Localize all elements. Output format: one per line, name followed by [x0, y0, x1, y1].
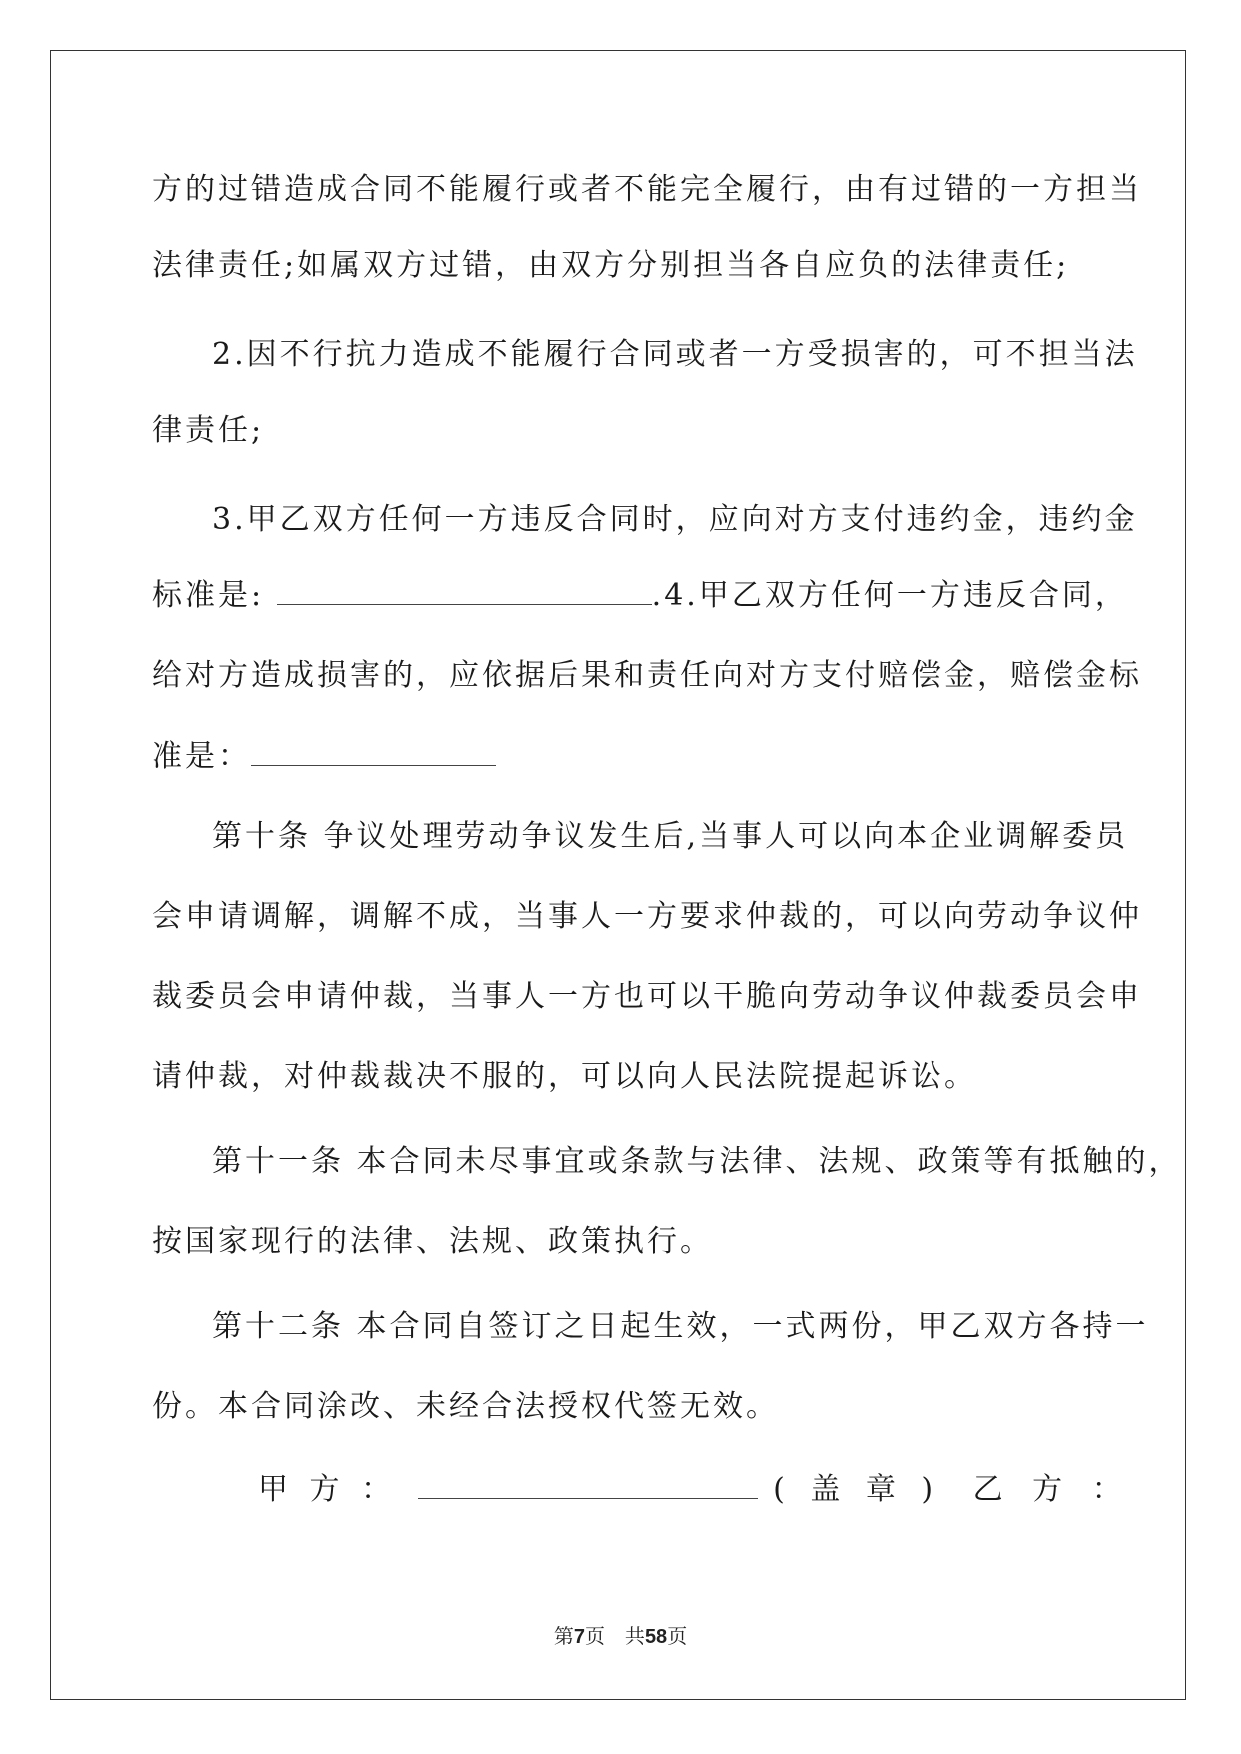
- paragraph-line: 2.因不行抗力造成不能履行合同或者一方受损害的，可不担当法: [212, 337, 1138, 372]
- page-border: [50, 50, 1186, 1700]
- signature-row: [258, 1470, 1132, 1510]
- paragraph-line: 第十一条 本合同未尽事宜或条款与法律、法规、政策等有抵触的，: [212, 1144, 1182, 1179]
- paragraph-line: 法律责任;如属双方过错，由双方分别担当各自应负的法律责任;: [152, 248, 1070, 283]
- paragraph-line: 裁委员会申请仲裁，当事人一方也可以干脆向劳动争议仲裁委员会申: [152, 979, 1142, 1014]
- paragraph-line: 第十条 争议处理劳动争议发生后,当事人可以向本企业调解委员: [212, 819, 1129, 854]
- paragraph-line: 第十二条 本合同自签订之日起生效，一式两份，甲乙双方各持一: [212, 1309, 1149, 1344]
- paragraph-line: 会申请调解，调解不成，当事人一方要求仲裁的，可以向劳动争议仲: [152, 899, 1142, 934]
- paragraph-line: 给对方造成损害的，应依据后果和责任向对方支付赔偿金，赔偿金标: [152, 658, 1142, 693]
- page-number: 7: [573, 1626, 585, 1648]
- text-segment: 准是：: [152, 739, 251, 774]
- paragraph-line: 3.甲乙双方任何一方违反合同时，应向对方支付违约金，违约金: [212, 502, 1138, 537]
- footer-middle: 页 共: [584, 1624, 645, 1648]
- total-pages: 58: [644, 1626, 668, 1648]
- text-segment: .4.甲乙双方任何一方违反合同，: [651, 578, 1128, 613]
- fill-in-blank[interactable]: [277, 576, 652, 605]
- paragraph-line-with-blank: [152, 576, 1128, 616]
- paragraph-line: 律责任;: [152, 413, 265, 448]
- party-a-label: 甲 方 ：: [258, 1472, 398, 1507]
- footer-prefix: 第: [553, 1624, 574, 1648]
- party-b-label: 乙 方 ：: [972, 1472, 1132, 1507]
- footer-suffix: 页: [667, 1624, 688, 1648]
- paragraph-line-with-blank: [152, 737, 496, 777]
- seal-label: ( 盖 章 ): [773, 1472, 942, 1507]
- text-segment: 标准是:: [152, 578, 265, 613]
- paragraph-line: 份。本合同涂改、未经合法授权代签无效。: [152, 1389, 779, 1424]
- page-footer: [0, 1620, 1241, 1649]
- paragraph-line: 方的过错造成合同不能履行或者不能完全履行，由有过错的一方担当: [152, 172, 1142, 207]
- party-a-signature-blank[interactable]: [418, 1470, 758, 1499]
- paragraph-line: 请仲裁，对仲裁裁决不服的，可以向人民法院提起诉讼。: [152, 1059, 977, 1094]
- paragraph-line: 按国家现行的法律、法规、政策执行。: [152, 1224, 713, 1259]
- fill-in-blank[interactable]: [251, 737, 496, 766]
